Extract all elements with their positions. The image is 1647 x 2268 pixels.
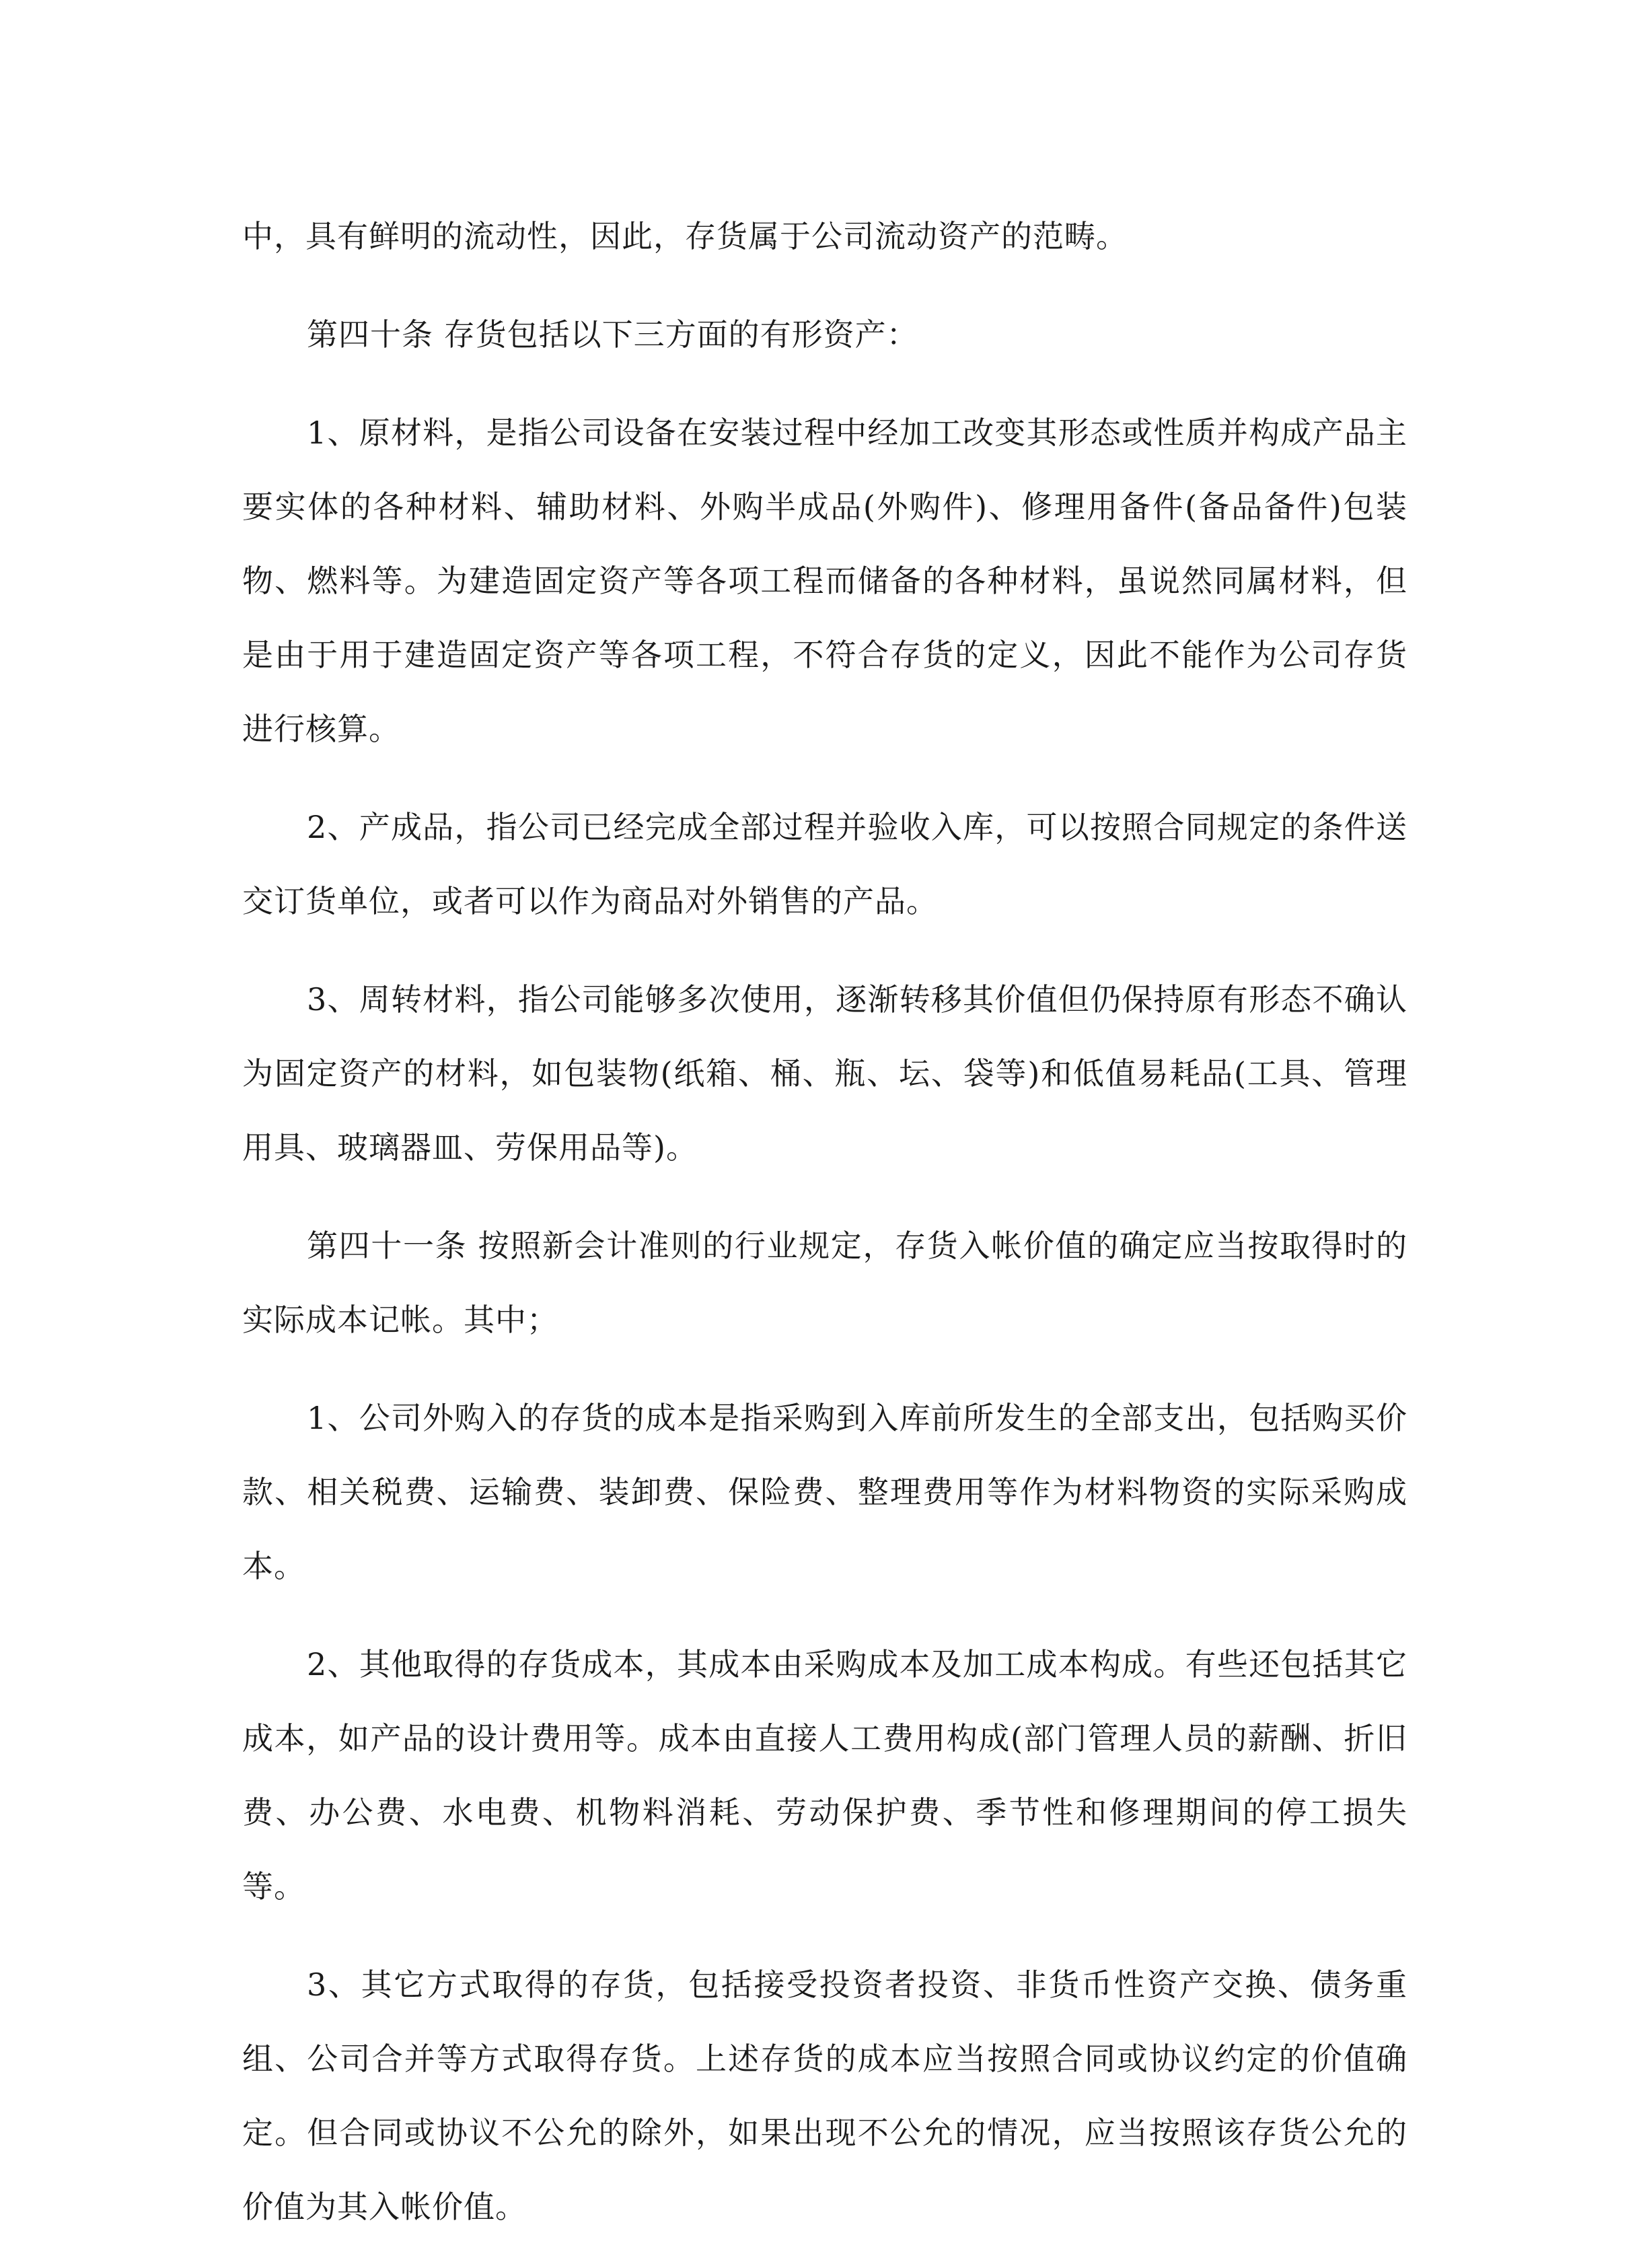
document-page xyxy=(242,199,1407,2268)
article-41-item-3: 3、其它方式取得的存货，包括接受投资者投资、非货币性资产交换、债务重组、公司合并等方式取得存货。上述存货的成本应当按照合同或协议约定的价值确定。但合同或协议不公允的除外，如果出现不公允的情况，应当按照该存货公允的价值为其入帐价值。 xyxy=(242,1966,1407,2225)
article-41-item-1: 1、公司外购入的存货的成本是指采购到入库前所发生的全部支出，包括购买价款、相关税费、运输费、装卸费、保险费、整理费用等作为材料物资的实际采购成本。 xyxy=(242,1400,1407,1584)
article-40-heading: 第四十条 存货包括以下三方面的有形资产： xyxy=(307,316,918,353)
article-41-item-2: 2、其他取得的存货成本，其成本由采购成本及加工成本构成。有些还包括其它成本，如产品的设计费用等。成本由直接人工费用构成(部门管理人员的薪酬、折旧费、办公费、水电费、机物料消耗、劳动保护费、季节性和修理期间的停工损失等。 xyxy=(242,1646,1407,1905)
article-40-item-1: 1、原材料，是指公司设备在安装过程中经加工改变其形态或性质并构成产品主要实体的各种材料、辅助材料、外购半成品(外购件)、修理用备件(备品备件)包装物、燃料等。为建造固定资产等各项工程而储备的各种材料，虽说然同属材料，但是由于用于建造固定资产等各项工程，不符合存货的定义，因此不能作为公司存货进行核算。 xyxy=(242,415,1407,747)
article-40-item-3: 3、周转材料，指公司能够多次使用，逐渐转移其价值但仍保持原有形态不确认为固定资产的材料，如包装物(纸箱、桶、瓶、坛、袋等)和低值易耗品(工具、管理用具、玻璃器皿、劳保用品等)。 xyxy=(242,981,1407,1166)
article-41-heading: 第四十一条 按照新会计准则的行业规定，存货入帐价值的确定应当按取得时的实际成本记帐。其中； xyxy=(242,1228,1407,1338)
paragraph-continuation: 中，具有鲜明的流动性，因此，存货属于公司流动资产的范畴。 xyxy=(242,218,1128,254)
article-40-item-2: 2、产成品，指公司已经完成全部过程并验收入库，可以按照合同规定的条件送交订货单位，或者可以作为商品对外销售的产品。 xyxy=(242,809,1407,919)
